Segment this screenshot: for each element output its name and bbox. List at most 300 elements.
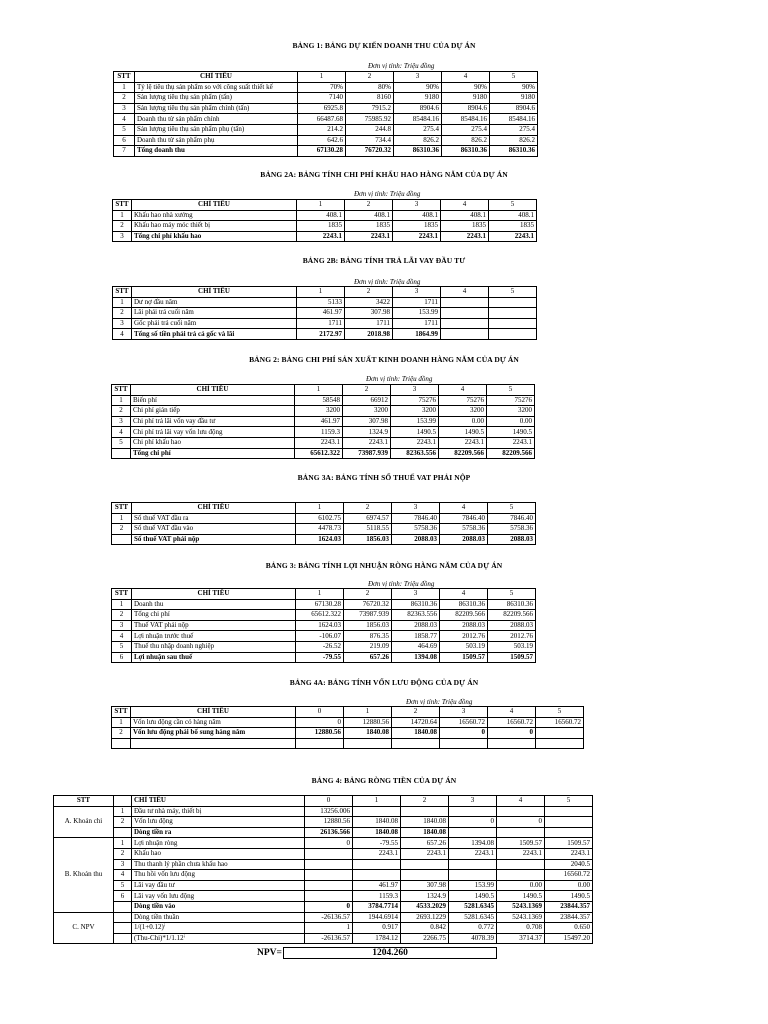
value-cell: 1840.08: [401, 827, 449, 838]
value-cell: 0.00: [497, 880, 545, 891]
row-number: 2: [114, 93, 135, 104]
table-row: [112, 406, 535, 417]
row-label: Sản lượng tiêu thụ sản phẩm chính (tấn): [135, 103, 298, 114]
row-number: 2: [112, 406, 131, 417]
table-row: [112, 717, 584, 728]
table-row: [54, 891, 593, 902]
row-number: 3: [112, 620, 132, 631]
value-cell: 82209.566: [440, 610, 488, 621]
table-row: [112, 641, 536, 652]
indicator-header: CHỈ TIÊU: [132, 503, 296, 514]
row-number: [114, 827, 132, 838]
value-cell: 8904.6: [442, 103, 490, 114]
value-cell: 642.6: [298, 135, 346, 146]
value-cell: 7140: [298, 93, 346, 104]
value-cell: 82209.566: [488, 610, 536, 621]
year-header: 1: [297, 200, 345, 211]
table2-unit: Đơn vị tính: Triệu đồng: [366, 375, 433, 383]
row-label: Sản lượng tiêu thụ sản phẩm (tấn): [135, 93, 298, 104]
value-cell: 2243.1: [401, 848, 449, 859]
header-row: [113, 287, 537, 298]
working-capital-table: [111, 706, 584, 749]
value-cell: 4478.73: [296, 524, 344, 535]
year-header: 2: [401, 796, 449, 807]
row-label: Lợi nhuận trước thuế: [132, 631, 296, 642]
value-cell: 275.4: [490, 124, 538, 135]
value-cell: 1394.08: [392, 652, 440, 663]
row-number: 2: [114, 817, 132, 828]
value-cell: 2172.97: [297, 329, 345, 340]
value-cell: 0.917: [353, 923, 401, 934]
value-cell: 80%: [346, 82, 394, 93]
indicator-header: CHỈ TIÊU: [132, 796, 305, 807]
value-cell: 5758.36: [488, 524, 536, 535]
table-row: [112, 631, 536, 642]
row-label: Số thuế VAT đầu vào: [132, 524, 296, 535]
value-cell: 90%: [442, 82, 490, 93]
value-cell: 82363.556: [392, 610, 440, 621]
table4a-title: BẢNG 4A: BẢNG TÍNH VỐN LƯU ĐỘNG CỦA DỰ ÁN: [289, 678, 479, 687]
table2a-title: BẢNG 2A: BẢNG TÍNH CHI PHÍ KHẤU HAO HÀNG NĂM CỦA DỰ ÁN: [260, 170, 508, 179]
value-cell: 1711: [393, 318, 441, 329]
value-cell: [545, 827, 593, 838]
value-cell: 7846.40: [488, 513, 536, 524]
value-cell: 3714.37: [497, 933, 545, 944]
value-cell: 73987.939: [344, 610, 392, 621]
blank-header: [114, 796, 132, 807]
value-cell: 1711: [393, 297, 441, 308]
value-cell: 214.2: [298, 124, 346, 135]
value-cell: 3200: [439, 406, 487, 417]
year-header: 4: [488, 707, 536, 718]
value-cell: 6925.8: [298, 103, 346, 114]
value-cell: 3784.7714: [353, 901, 401, 912]
value-cell: 219.09: [344, 641, 392, 652]
value-cell: -79.55: [353, 838, 401, 849]
value-cell: 0.00: [545, 880, 593, 891]
row-label: Chi phí khấu hao: [131, 437, 295, 448]
header-row: [112, 385, 535, 396]
year-header: 2: [345, 200, 393, 211]
value-cell: 2243.1: [487, 437, 535, 448]
value-cell: 275.4: [442, 124, 490, 135]
table-row: [112, 728, 584, 739]
row-number: 3: [114, 103, 135, 114]
table2b-unit: Đơn vị tính: Triệu đồng: [354, 278, 421, 286]
value-cell: 461.97: [353, 880, 401, 891]
value-cell: 2243.1: [345, 231, 393, 242]
value-cell: 2243.1: [353, 848, 401, 859]
table-row: [114, 114, 538, 125]
value-cell: 1394.08: [449, 838, 497, 849]
table4a-unit: Đơn vị tính: Triệu đồng: [406, 698, 473, 706]
row-label: Lợi nhuận ròng: [132, 838, 305, 849]
value-cell: 2088.03: [392, 620, 440, 631]
value-cell: [545, 817, 593, 828]
row-number: 6: [112, 652, 132, 663]
value-cell: [441, 318, 489, 329]
value-cell: 408.1: [297, 210, 345, 221]
value-cell: 76720.32: [346, 146, 394, 157]
table4-title: BẢNG 4: BẢNG RÒNG TIỀN CỦA DỰ ÁN: [311, 776, 457, 785]
row-number: 2: [112, 524, 132, 535]
table-row: [54, 923, 593, 934]
value-cell: 307.98: [343, 416, 391, 427]
row-label: Chi phí trả lãi vay vốn lưu động: [131, 427, 295, 438]
value-cell: 0.00: [487, 416, 535, 427]
stt-header: STT: [112, 385, 131, 396]
row-number: 1: [113, 297, 132, 308]
value-cell: 5758.36: [440, 524, 488, 535]
table-row: [112, 652, 536, 663]
year-header: 1: [296, 589, 344, 600]
value-cell: 75985.92: [346, 114, 394, 125]
depreciation-table: [112, 199, 537, 242]
value-cell: [536, 728, 584, 739]
year-header: 2: [343, 385, 391, 396]
value-cell: 1840.08: [392, 728, 440, 739]
row-number: 2: [112, 728, 131, 739]
table-row: [112, 524, 536, 535]
row-number: 1: [113, 210, 132, 221]
table-row: [113, 231, 537, 242]
year-header: 4: [441, 200, 489, 211]
value-cell: 4533.2029: [401, 901, 449, 912]
year-header: 4: [441, 287, 489, 298]
value-cell: 734.4: [346, 135, 394, 146]
value-cell: 2243.1: [489, 231, 537, 242]
row-number: [112, 738, 131, 749]
value-cell: 82209.566: [439, 448, 487, 459]
table-row: [113, 210, 537, 221]
value-cell: 408.1: [489, 210, 537, 221]
value-cell: 0: [305, 838, 353, 849]
year-header: 3: [391, 385, 439, 396]
value-cell: 8904.6: [490, 103, 538, 114]
value-cell: 503.19: [488, 641, 536, 652]
value-cell: 1509.57: [488, 652, 536, 663]
value-cell: 0: [488, 728, 536, 739]
row-number: 2: [113, 308, 132, 319]
stt-header: STT: [112, 503, 132, 514]
year-header: 0: [296, 707, 344, 718]
year-header: 3: [392, 589, 440, 600]
row-number: 2: [114, 848, 132, 859]
value-cell: -26.52: [296, 641, 344, 652]
row-label: Khấu hao: [132, 848, 305, 859]
row-number: 5: [114, 124, 135, 135]
value-cell: 1711: [345, 318, 393, 329]
header-row: [112, 503, 536, 514]
vat-table: [111, 502, 536, 545]
value-cell: 86310.36: [394, 146, 442, 157]
stt-header: STT: [112, 589, 132, 600]
value-cell: 12880.56: [296, 728, 344, 739]
value-cell: 2243.1: [497, 848, 545, 859]
value-cell: 65612.322: [295, 448, 343, 459]
value-cell: 70%: [298, 82, 346, 93]
revenue-table: [113, 71, 538, 157]
year-header: 4: [442, 72, 490, 83]
value-cell: 9180: [442, 93, 490, 104]
loan-interest-table: [112, 286, 537, 340]
value-cell: [497, 870, 545, 881]
table-row: [112, 395, 535, 406]
value-cell: [489, 297, 537, 308]
value-cell: 7846.40: [440, 513, 488, 524]
value-cell: 1624.03: [296, 534, 344, 545]
row-number: 3: [112, 416, 131, 427]
row-number: 6: [114, 135, 135, 146]
value-cell: 1856.03: [344, 534, 392, 545]
value-cell: [497, 806, 545, 817]
value-cell: [536, 738, 584, 749]
value-cell: 9180: [490, 93, 538, 104]
table-row: [112, 427, 535, 438]
value-cell: [353, 870, 401, 881]
value-cell: 86310.36: [442, 146, 490, 157]
value-cell: 67130.28: [298, 146, 346, 157]
year-header: 4: [440, 503, 488, 514]
row-label: Doanh thu từ sản phẩm chính: [135, 114, 298, 125]
row-label: Dòng tiền vào: [132, 901, 305, 912]
year-header: 0: [305, 796, 353, 807]
year-header: 5: [487, 385, 535, 396]
value-cell: [440, 738, 488, 749]
year-header: 1: [344, 707, 392, 718]
value-cell: [344, 738, 392, 749]
value-cell: [401, 870, 449, 881]
value-cell: [449, 806, 497, 817]
table-row: [113, 221, 537, 232]
table-row: [113, 297, 537, 308]
value-cell: 1324.9: [401, 891, 449, 902]
value-cell: 5243.1369: [497, 901, 545, 912]
header-row: [54, 796, 593, 807]
table-row: [112, 448, 535, 459]
value-cell: 0.772: [449, 923, 497, 934]
value-cell: 5133: [297, 297, 345, 308]
year-header: 4: [440, 589, 488, 600]
table-row: [112, 437, 535, 448]
table-row: [112, 599, 536, 610]
value-cell: 6102.75: [296, 513, 344, 524]
value-cell: 275.4: [394, 124, 442, 135]
value-cell: 0: [440, 728, 488, 739]
value-cell: 16560.72: [545, 870, 593, 881]
value-cell: 1835: [393, 221, 441, 232]
row-label: [131, 738, 296, 749]
row-number: 1: [114, 82, 135, 93]
row-number: 5: [114, 880, 132, 891]
value-cell: 0: [449, 817, 497, 828]
value-cell: 58548: [295, 395, 343, 406]
stt-header: STT: [113, 200, 132, 211]
table-row: [112, 513, 536, 524]
value-cell: [489, 308, 537, 319]
value-cell: 153.99: [391, 416, 439, 427]
value-cell: 1711: [297, 318, 345, 329]
group-label: A. Khoản chi: [54, 806, 114, 838]
row-label: Gốc phải trả cuối năm: [132, 318, 297, 329]
table-row: [114, 103, 538, 114]
value-cell: 65612.322: [296, 610, 344, 621]
value-cell: 1840.08: [353, 827, 401, 838]
value-cell: 2243.1: [439, 437, 487, 448]
header-row: [113, 200, 537, 211]
value-cell: 8904.6: [394, 103, 442, 114]
value-cell: 1: [305, 923, 353, 934]
value-cell: 86310.36: [488, 599, 536, 610]
stt-header: STT: [113, 287, 132, 298]
value-cell: [401, 859, 449, 870]
value-cell: [305, 870, 353, 881]
row-label: Tổng chi phí: [131, 448, 295, 459]
value-cell: 1856.03: [344, 620, 392, 631]
row-number: 5: [112, 641, 132, 652]
value-cell: 90%: [490, 82, 538, 93]
value-cell: -79.55: [296, 652, 344, 663]
group-label: B. Khoản thu: [54, 838, 114, 912]
row-label: Dòng tiền thuần: [132, 912, 305, 923]
value-cell: 461.97: [297, 308, 345, 319]
row-number: 7: [114, 146, 135, 157]
value-cell: 1840.08: [401, 817, 449, 828]
value-cell: 307.98: [401, 880, 449, 891]
row-number: 1: [114, 838, 132, 849]
row-number: 1: [114, 806, 132, 817]
row-label: Tổng số tiền phải trả cả gốc và lãi: [132, 329, 297, 340]
row-number: 4: [112, 427, 131, 438]
table-row: [54, 901, 593, 912]
value-cell: 657.26: [344, 652, 392, 663]
indicator-header: CHỈ TIÊU: [132, 200, 297, 211]
group-label: C. NPV: [54, 912, 114, 944]
value-cell: 464.69: [392, 641, 440, 652]
year-header: 2: [344, 503, 392, 514]
value-cell: 2040.5: [545, 859, 593, 870]
value-cell: [441, 297, 489, 308]
value-cell: [296, 738, 344, 749]
table1-title: BẢNG 1: BẢNG DỰ KIẾN DOANH THU CỦA DỰ ÁN: [292, 41, 476, 50]
value-cell: 2266.75: [401, 933, 449, 944]
value-cell: 5758.36: [392, 524, 440, 535]
value-cell: 9180: [394, 93, 442, 104]
value-cell: 2088.03: [488, 620, 536, 631]
value-cell: 1784.12: [353, 933, 401, 944]
value-cell: 0.842: [401, 923, 449, 934]
value-cell: 0: [305, 901, 353, 912]
value-cell: 2088.03: [488, 534, 536, 545]
value-cell: 1624.03: [296, 620, 344, 631]
table-row: [114, 135, 538, 146]
year-header: 2: [344, 589, 392, 600]
value-cell: -106.07: [296, 631, 344, 642]
value-cell: 85484.16: [490, 114, 538, 125]
value-cell: 1835: [297, 221, 345, 232]
table-row: [112, 416, 535, 427]
value-cell: 461.97: [295, 416, 343, 427]
value-cell: [489, 329, 537, 340]
table2-title: BẢNG 2: BẢNG CHI PHÍ SẢN XUẤT KINH DOANH HÀNG NĂM CỦA DỰ ÁN: [249, 355, 519, 364]
value-cell: [305, 848, 353, 859]
indicator-header: CHỈ TIÊU: [135, 72, 298, 83]
value-cell: 76720.32: [344, 599, 392, 610]
value-cell: 408.1: [393, 210, 441, 221]
table-row: [113, 329, 537, 340]
year-header: 5: [488, 589, 536, 600]
value-cell: 86310.36: [440, 599, 488, 610]
stt-header: STT: [114, 72, 135, 83]
value-cell: 3200: [343, 406, 391, 417]
table3a-title: BẢNG 3A: BẢNG TÍNH SỐ THUẾ VAT PHẢI NỘP: [297, 473, 471, 482]
row-label: Đầu tư nhà máy, thiết bị: [132, 806, 305, 817]
value-cell: 85484.16: [394, 114, 442, 125]
value-cell: 503.19: [440, 641, 488, 652]
value-cell: 15497.20: [545, 933, 593, 944]
year-header: 2: [392, 707, 440, 718]
row-label: Tổng chi phí khấu hao: [132, 231, 297, 242]
value-cell: 244.8: [346, 124, 394, 135]
value-cell: 16560.72: [440, 717, 488, 728]
row-label: Tổng chi phí: [132, 610, 296, 621]
value-cell: 14720.64: [392, 717, 440, 728]
value-cell: 23844.357: [545, 901, 593, 912]
row-number: 1: [112, 717, 131, 728]
value-cell: 85484.16: [442, 114, 490, 125]
year-header: 4: [439, 385, 487, 396]
row-label: Vốn lưu động cần có hàng năm: [131, 717, 296, 728]
row-label: Thu thanh lý phần chưa khấu hao: [132, 859, 305, 870]
row-label: Thu hồi vốn lưu động: [132, 870, 305, 881]
row-label: Doanh thu từ sản phẩm phụ: [135, 135, 298, 146]
value-cell: 1324.9: [343, 427, 391, 438]
row-number: 1: [112, 395, 131, 406]
value-cell: 1835: [489, 221, 537, 232]
value-cell: [497, 859, 545, 870]
value-cell: 82209.566: [487, 448, 535, 459]
header-row: [112, 589, 536, 600]
value-cell: [401, 806, 449, 817]
value-cell: 2018.98: [345, 329, 393, 340]
value-cell: 3200: [487, 406, 535, 417]
value-cell: 408.1: [345, 210, 393, 221]
value-cell: [449, 870, 497, 881]
row-label: Vốn lưu động: [132, 817, 305, 828]
value-cell: 2243.1: [297, 231, 345, 242]
row-number: 4: [112, 631, 132, 642]
row-label: (Thu-Chi)*1/1.12ⁱ: [132, 933, 305, 944]
year-header: 3: [393, 200, 441, 211]
table-row: [114, 93, 538, 104]
value-cell: 23844.357: [545, 912, 593, 923]
year-header: 3: [449, 796, 497, 807]
value-cell: 1490.5: [497, 891, 545, 902]
row-number: 5: [112, 437, 131, 448]
table-row: [114, 146, 538, 157]
row-label: Chi phí gián tiếp: [131, 406, 295, 417]
table-row: [114, 82, 538, 93]
value-cell: 13256.006: [305, 806, 353, 817]
year-header: 3: [393, 287, 441, 298]
cash-flow-table: [53, 795, 593, 944]
table3-unit: Đơn vị tính: Triệu đồng: [368, 580, 435, 588]
table-row: [54, 933, 593, 944]
value-cell: 1864.99: [393, 329, 441, 340]
row-number: 1: [112, 513, 132, 524]
value-cell: 0: [497, 817, 545, 828]
value-cell: 876.35: [344, 631, 392, 642]
